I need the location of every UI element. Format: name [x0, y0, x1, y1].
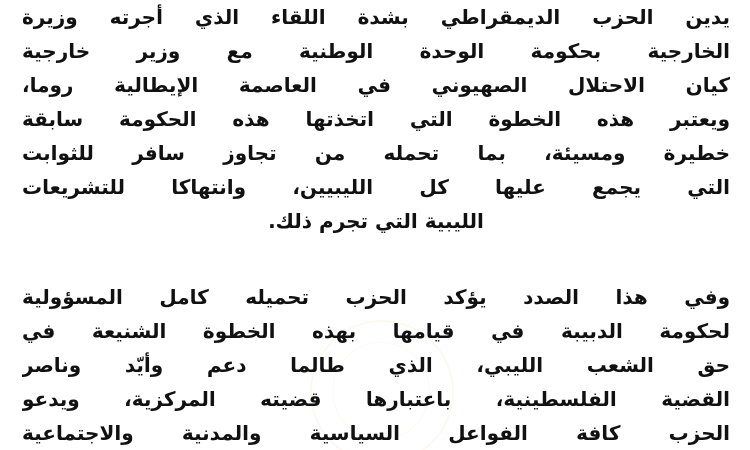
paragraph-1-line-4: ويعتبر هذه الخطوة التي اتخذتها هذه الحكومة سابقة	[22, 107, 730, 131]
paragraph-2-line-2: لحكومة الدبيبة في قيامها بهذه الخطوة الشنيعة في	[22, 319, 730, 343]
paragraph-2-line-4: القضية الفلسطينية، باعتبارها قضيته المركزية، ويدعو	[22, 387, 730, 411]
paragraph-1-line-3: كيان الاحتلال الصهيوني في العاصمة الإيطالية روما،	[22, 73, 730, 97]
paragraph-1-line-2: الخارجية بحكومة الوحدة الوطنية مع وزير خارجية	[22, 39, 730, 63]
paragraph-1-line-6: التي يجمع عليها كل الليبيين، وانتهاكا للتشريعات	[22, 175, 730, 199]
paragraph-1-line-1: يدين الحزب الديمقراطي بشدة اللقاء الذي أجرته وزيرة	[22, 5, 730, 29]
paragraph-2-line-5: الحزب كافة الفواعل السياسية والمدنية والاجتماعية	[22, 421, 730, 445]
paragraph-1-line-7: الليبية التي تجرم ذلك.	[268, 209, 484, 233]
paragraph-2-line-1: وفي هذا الصدد يؤكد الحزب تحميله كامل المسؤولية	[22, 285, 730, 309]
paragraph-1-line-5: خطيرة ومسيئة، بما تحمله من تجاوز سافر للثوابت	[22, 141, 730, 165]
paragraph-2-line-3: حق الشعب الليبي، الذي طالما دعم وأيّد وناصر	[22, 353, 730, 377]
